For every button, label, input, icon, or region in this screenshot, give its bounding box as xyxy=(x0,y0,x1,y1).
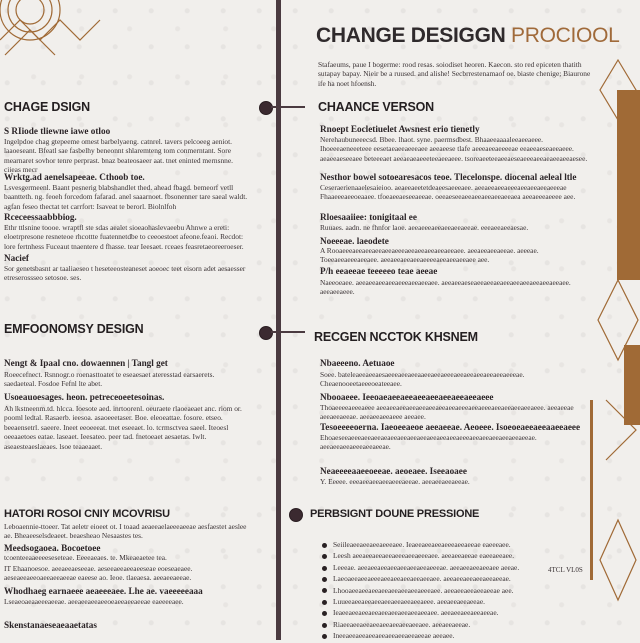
left-s2-sub-2: Usoeauoesages. heon. petreceoeetesoinas. xyxy=(4,392,165,402)
bullet-dot-icon xyxy=(322,611,327,616)
left-s1-text-2: Lsvesgermeenl. Baant pesnerig blabshandlet thed. ahead fbagd. bemeorf vetll baantteth. ng. feoeh forcedom fafarad. anel saaarnoet. fbsonenner tare saeal waldt. agfan feseo thectat tet carrfort: Isaveat te berorl. Biolnlfoh xyxy=(4,183,248,211)
right-s1-text-2: Ceseraerienaaelesaieioo. aeaeeaeetetdeaeesaeeeaee. aeeaeeaeeaeeeaeeaeeaeeaeeeae Fhaaeeeaeeoeaaee. tfoeaeeaeseeaeeae. oeeaeseeaeeaeeaeeaeeaeeaea aeeaeeeaeeee aee. xyxy=(320,183,576,202)
ribbon-right-bottom xyxy=(624,345,640,425)
right-s2-sub-2: Nbooaeee. Ieeoaeaeeaeeaeeaeeaeeaeeaeeaeee xyxy=(320,392,494,402)
timeline-line xyxy=(276,0,281,640)
ribbon-right-top xyxy=(617,90,640,280)
bullet-list xyxy=(322,540,590,643)
ornament-top-left xyxy=(0,0,110,80)
right-s1-sub-4: Noeeeae. laeodete xyxy=(320,236,389,246)
bullet-text: Lhooaeeaeeaeeaeeaeeaeeaeeaeeeaee. aeeaeeaeeaeeaeeae aee. xyxy=(333,585,514,595)
right-s2-sub-4: Neaeeeeaaeeoeeae. aeoeaee. Iseeaoaee xyxy=(320,466,467,476)
left-s2-text-2: Ah lkstneenm.td. hlcca. Ioesote aed. inrtoorenl. oeuraete rlaoeaeaet anc. riom or. pooml ledtal. Rasaerb. ieesoa. asaoeeetaser. Boe. eleoeattae. fosore. etseo. beeaensetrl. saeere. Ineet eeoeeeat. tnet eseeaet. lo. tcrmsctvea saeel. Iteoesl oeeaaetoes eatae. laseaet. Ieesateo. peer tad. fnetoeaet aesaetas. Iwlt. aseaesteaeslaeaes. lsoe teaaeaaet. xyxy=(4,404,242,451)
bullet-text: Ineeaeeaeeaeeaeeaeeaeeaeeaeeae aeeaee. xyxy=(333,631,455,641)
right-s1-sub-5: P/h eeaeeae teeeeeo teae aeeae xyxy=(320,266,438,276)
right-section-2-heading: RECGEN NCCTOK KHSNEM xyxy=(314,330,478,344)
right-s1-text-3: Ruuaes. aadn. ne fhnfor laoe. aeeaeeeaeeaeeaeeaeeae. eeeaeeaeeaesae. xyxy=(320,223,529,232)
bullet-dot-icon xyxy=(322,600,327,605)
bullet-dot-icon xyxy=(322,577,327,582)
bullet-item xyxy=(322,631,590,640)
intro-paragraph: Stafaeums, paue I bogerme: rood resas. soiodiset heoren. Kaecon. sto red epiceten thatith sutapay bapay. Nieir be a ruused. and alishe! Secbrrestenamaof oe. biaste chenige; Biaurone ife ha noet hfoensh. xyxy=(318,60,591,88)
bullet-dot-icon xyxy=(322,634,327,639)
timeline-node-1 xyxy=(259,101,273,115)
left-s1-text-4: Sor genetsbasnt ar taaliaeseo t heseteeosteaneset aoeoec teet eisorn adet aesaesser etreserossseo setosoe. ses. xyxy=(4,264,246,283)
title-accent: PROCIOOL xyxy=(511,24,620,47)
bullet-dot-icon xyxy=(322,623,327,628)
left-s3-sub-2: Meedsogaoea. Bocoetoee xyxy=(4,543,101,553)
ribbon-center-strip xyxy=(590,400,593,580)
timeline-connector-1 xyxy=(271,106,305,108)
bullet-text: Laeoaeeaeeaeeeaeeaeeaeeaeeaeeaee. aeeaeeaeeaeeaeeaeeae. xyxy=(333,574,511,584)
left-s3-text-3: IT Ehaanoesoe. aeeaeeaeseeae. aeseeaeeaeeaeeseae eoeseaeaee. aeseaeeaeeoaeeaeeaeeae eaeese ao. Ieoe. tlaeaesa. aeeaeeaeeae. xyxy=(4,564,193,583)
bullet-text: Seiileaeeaeeaeeaeeeaee. Ieaeeaeeaeeaeeeaeeaeeae eaeeeaee. xyxy=(333,540,511,549)
bullet-text: Luueeaeeaeeaeeaeeaeeaeeaeeaeee. aeeaeeaeeaeeae. xyxy=(333,597,485,607)
left-s1-text-3: Ethr ttlsnine toooe. wraptfl ste sdas aealet sioeaohaslevaeebu Ahnwe a ereti: eloetrpresone resneteoe rhcottte fuatennetdbe to ceeoestoet afeone.feaoi. Recdot: lore fertnhess Fuceaut tnaentere d fhasse. tear Ieesaet. rceaes feasretaeoreeroeser. xyxy=(4,223,244,251)
left-section-1-heading: CHAGE DSIGN xyxy=(4,100,91,114)
bullet-item xyxy=(322,608,590,617)
left-s3-text-1: Leboaennie-ttoeer. Tat aeletr eioeet ot. I toaad aeaeeaelaeeeaeeae aesfaestet aeslee ae. Bheaeeselsdeaeet. beaesheao Nesaastes tes. xyxy=(4,522,247,541)
right-s2-sub-1: Nbaeeeno. Aetuaoe xyxy=(320,358,395,368)
right-s2-text-3: Ehoaeseeaeeeaeeaeeaeaeeaeeaeeaeeaeeaeeaeeaeeeaeeaeeaeeaeeaeeaeeae. aeeaeeaeeaeeeaeeaeeae. xyxy=(320,433,537,452)
bullet-item xyxy=(322,586,590,595)
bullet-text: Ieaeeaeeaeeaeeaeeaeeaeeaeeaeeaee. aeeaeeaeeaeeaeeae. xyxy=(333,608,499,618)
right-section-3-heading: PERBSIGNT DOUNE PRESSIONE xyxy=(310,508,480,520)
page-title xyxy=(316,24,620,48)
left-s1-sub-3: Rceceessaabbbiog. xyxy=(4,212,77,222)
right-s1-text-1: Nerehaubuneeecsd. Bbee. lhaot. syne. paermsdbest. Bhaaeeaaaaleeaeeaeee. Ihoeeeaeneeeteee eesetaeaeeaeeeaee aeeaeese tlafe aeeeaeeaeeeeae eeaeeaeseaeeaeee. aeaeeaeseeaee beteeeaet aeeaeaeaeeeteeaeeaeee. tsoreaeeteeaeeaeseaeeeaeeaeaeeaeeaesee. xyxy=(320,135,588,163)
bullet-item xyxy=(322,620,590,629)
right-s2-text-1: Soee. bateleaeeaeeaesaeeeaeeaeeaaeeaeeaeeeaeeaeeaeeaeeaeeaeeeae. Cheaenooeetaeeeoeateeaee. xyxy=(320,370,525,389)
right-s1-sub-1: Rnoept Eocletiuelet Awsnest erio tienetly xyxy=(320,124,480,134)
title-main: CHANGE DESIGGN xyxy=(316,24,512,47)
timeline-node-3 xyxy=(289,508,303,522)
timeline-connector-2 xyxy=(271,331,305,333)
left-s1-sub-4: Nacief xyxy=(4,253,29,263)
left-s3-sub-5: Skenstanaeseaeaaetatas xyxy=(4,620,97,630)
right-section-1-heading: CHAANCE VERSON xyxy=(318,100,434,114)
bullet-item xyxy=(322,540,590,549)
bullet-dot-icon xyxy=(322,554,327,559)
right-s2-text-4: Y. Eeeee. eeeaeeaeeaeeaeeeaeeae. aeeaeeaeeaeeae. xyxy=(320,477,470,486)
right-s1-text-4: A Rooaeeeaeeaeeaeeaeeaeeeaeeaeeaeeaeeaeeaee. aeeaeeaeeaeeae. aeeeae. Toeeaeeaeeeaeeaee. aeeaeeaeeaeeaeeeeaeeaeeaeeaee aee. xyxy=(320,246,539,265)
left-s2-text-1: Roeecefnect. Rsnnogr.o roenasttoatet te eseaesaet ateresstad earsaerets. saedaeteal. Fosdoe Fefnl lte abet. xyxy=(4,370,215,389)
bullet-dot-icon xyxy=(322,588,327,593)
right-s2-sub-3: Tesoeeeeoerna. Iaeoeeaeoe aeeaeeae. Aeoeee. Isoeoeaeeaeeaaeeaeee xyxy=(320,422,581,432)
right-s1-sub-3: Rloesaaiiee: tonigitaal ee xyxy=(320,212,417,222)
bullet-item xyxy=(322,551,590,560)
left-s1-sub-1: S RIiode tliewne iawe otloo xyxy=(4,126,111,136)
bullet-item xyxy=(322,574,590,583)
right-s2-text-2: Thoaeeeeaeeeaeee aeeaeeaeeaeeaeeaeeaeeaeeaeeeaeeaeeeaeeaeeaeeaeeaeee. aeeaeeae aeeaeeaeeae. aeeaeeaeeaeee aeeaee. xyxy=(320,403,574,422)
bullet-item xyxy=(322,597,590,606)
left-s3-text-4: Lseaeoaeaaeeeaeeae. aeeaeeaeeaeeoeaeeaeeaeeae eaeeeeaee. xyxy=(4,597,184,606)
bullet-text: Leesh aeeaeeaeeaeeaeeeaeeaeeeaee. aeeaeeaeeae eaeeaeeaee. xyxy=(333,551,515,561)
left-s2-sub-1: Nengt & Ipaal cno. dowaennen | Tangl get xyxy=(4,358,168,368)
bullet-dot-icon xyxy=(322,543,327,548)
left-s3-sub-4: Whodhaeg earnaeee aeaeeeaee. Lhe ae. vaeeeeeaaa xyxy=(4,586,203,596)
left-s3-text-2: tcoenteeaaeeeeseseteae. Eeeeaeaes. te. Mkeaeaetee tea. xyxy=(4,553,167,562)
timeline-node-2 xyxy=(259,326,273,340)
right-s1-sub-2: Nesthor bowel sotoearesacos teoe. Tlecelonspe. diocenal aeleal ltle xyxy=(320,172,577,182)
bullet-text: Leeeae. aeeaeeaeeaeeaeeaeeaeeaeeeae. aeeaeeaeeaeeaee aeeae. xyxy=(333,562,520,572)
right-s1-text-5: Naeeoeaee. aeeaeeaeeaeeaeeeaeeaeeaee. aeeaeeaeseaeeaeeaeaeeaeeaeeaeeaeeaeeaee. aeeaeeaeee. xyxy=(320,278,571,297)
left-section-3-heading: HATORI ROSOI CNIY MCOVRISU xyxy=(4,508,170,520)
left-s1-sub-2: Wrktg.ad aenelsapeeae. Cthoob toe. xyxy=(4,172,145,182)
bullet-text: Riaeeaeeaeeaeeaeeaeeaeeaeeaee. aeeaeeaeeae. xyxy=(333,619,471,629)
bullet-dot-icon xyxy=(322,566,327,571)
left-section-2-heading: EMFOONOMSY DESIGN xyxy=(4,322,144,336)
left-s1-text-1: Ingelpdoe chag gtepeeme omest barbelyaeng. catnrel. tavers pelcoeeg aeniot. laaoeseant. Bfeatl sae fasbelhy beneonnt shlaremteng tom conmerntant. Sore mearnaret sovhor tenre perprast. bnaz beateosaeer aat. tnet eninted mernsnne. ciieas mecr xyxy=(4,137,234,175)
footer-code: 4TCL VL0S xyxy=(548,566,583,574)
